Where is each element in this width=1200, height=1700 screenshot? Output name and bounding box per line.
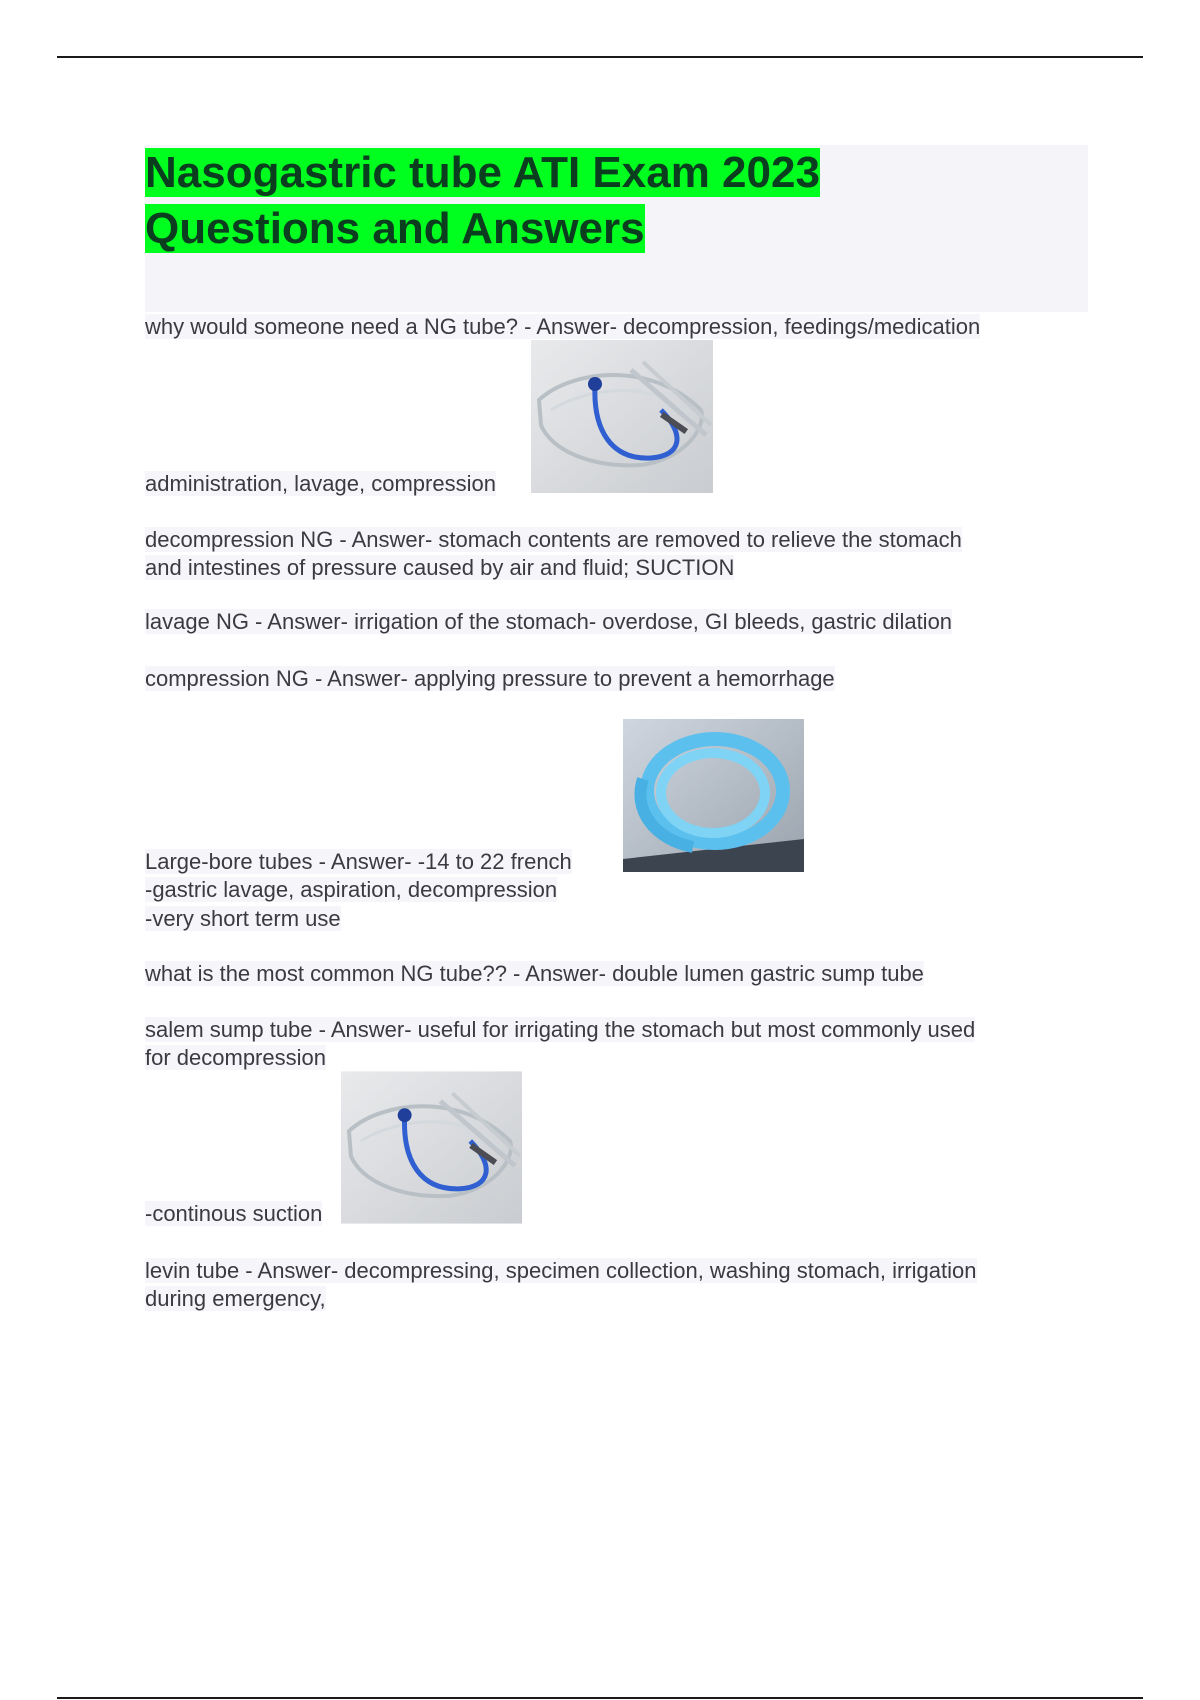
qa-8-line-1: levin tube - Answer- decompressing, specimen collection, washing stomach, irrigation xyxy=(145,1258,977,1283)
bottom-rule xyxy=(57,1697,1143,1699)
qa-5-line-1: Large-bore tubes - Answer- -14 to 22 french xyxy=(145,849,572,874)
qa-5-line-2: -gastric lavage, aspiration, decompression xyxy=(145,877,558,902)
page-title xyxy=(145,145,1088,257)
top-rule xyxy=(57,56,1143,58)
salem-tube-image-1 xyxy=(531,340,713,493)
title-line-1: Nasogastric tube ATI Exam 2023 xyxy=(145,148,820,197)
qa-7-line-1: salem sump tube - Answer- useful for irrigating the stomach but most commonly used xyxy=(145,1017,976,1042)
qa-8-line-2: during emergency, xyxy=(145,1286,326,1311)
qa-2-line-1: decompression NG - Answer- stomach contents are removed to relieve the stomach xyxy=(145,527,962,552)
clear-tube-with-blue-sump-icon xyxy=(531,340,713,493)
qa-7-line-2: for decompression xyxy=(145,1045,326,1070)
qa-4-line-1: compression NG - Answer- applying pressure to prevent a hemorrhage xyxy=(145,666,835,691)
qa-5-line-3: -very short term use xyxy=(145,906,341,931)
qa-1-line-2: administration, lavage, compression xyxy=(145,471,496,496)
title-line-2: Questions and Answers xyxy=(145,204,645,253)
qa-3-line-1: lavage NG - Answer- irrigation of the stomach- overdose, GI bleeds, gastric dilation xyxy=(145,609,953,634)
qa-2-line-2: and intestines of pressure caused by air and fluid; SUCTION xyxy=(145,555,735,580)
salem-tube-image-2 xyxy=(341,1071,522,1224)
large-bore-tube-image xyxy=(623,719,804,872)
coiled-blue-tube-icon xyxy=(623,719,804,872)
qa-1-line-1: why would someone need a NG tube? - Answer- decompression, feedings/medication xyxy=(145,314,981,339)
qa-7-line-3: -continous suction xyxy=(145,1201,323,1226)
clear-tube-with-blue-sump-icon xyxy=(341,1071,522,1224)
title-block xyxy=(145,145,1088,312)
qa-6-line-1: what is the most common NG tube?? - Answer- double lumen gastric sump tube xyxy=(145,961,924,986)
